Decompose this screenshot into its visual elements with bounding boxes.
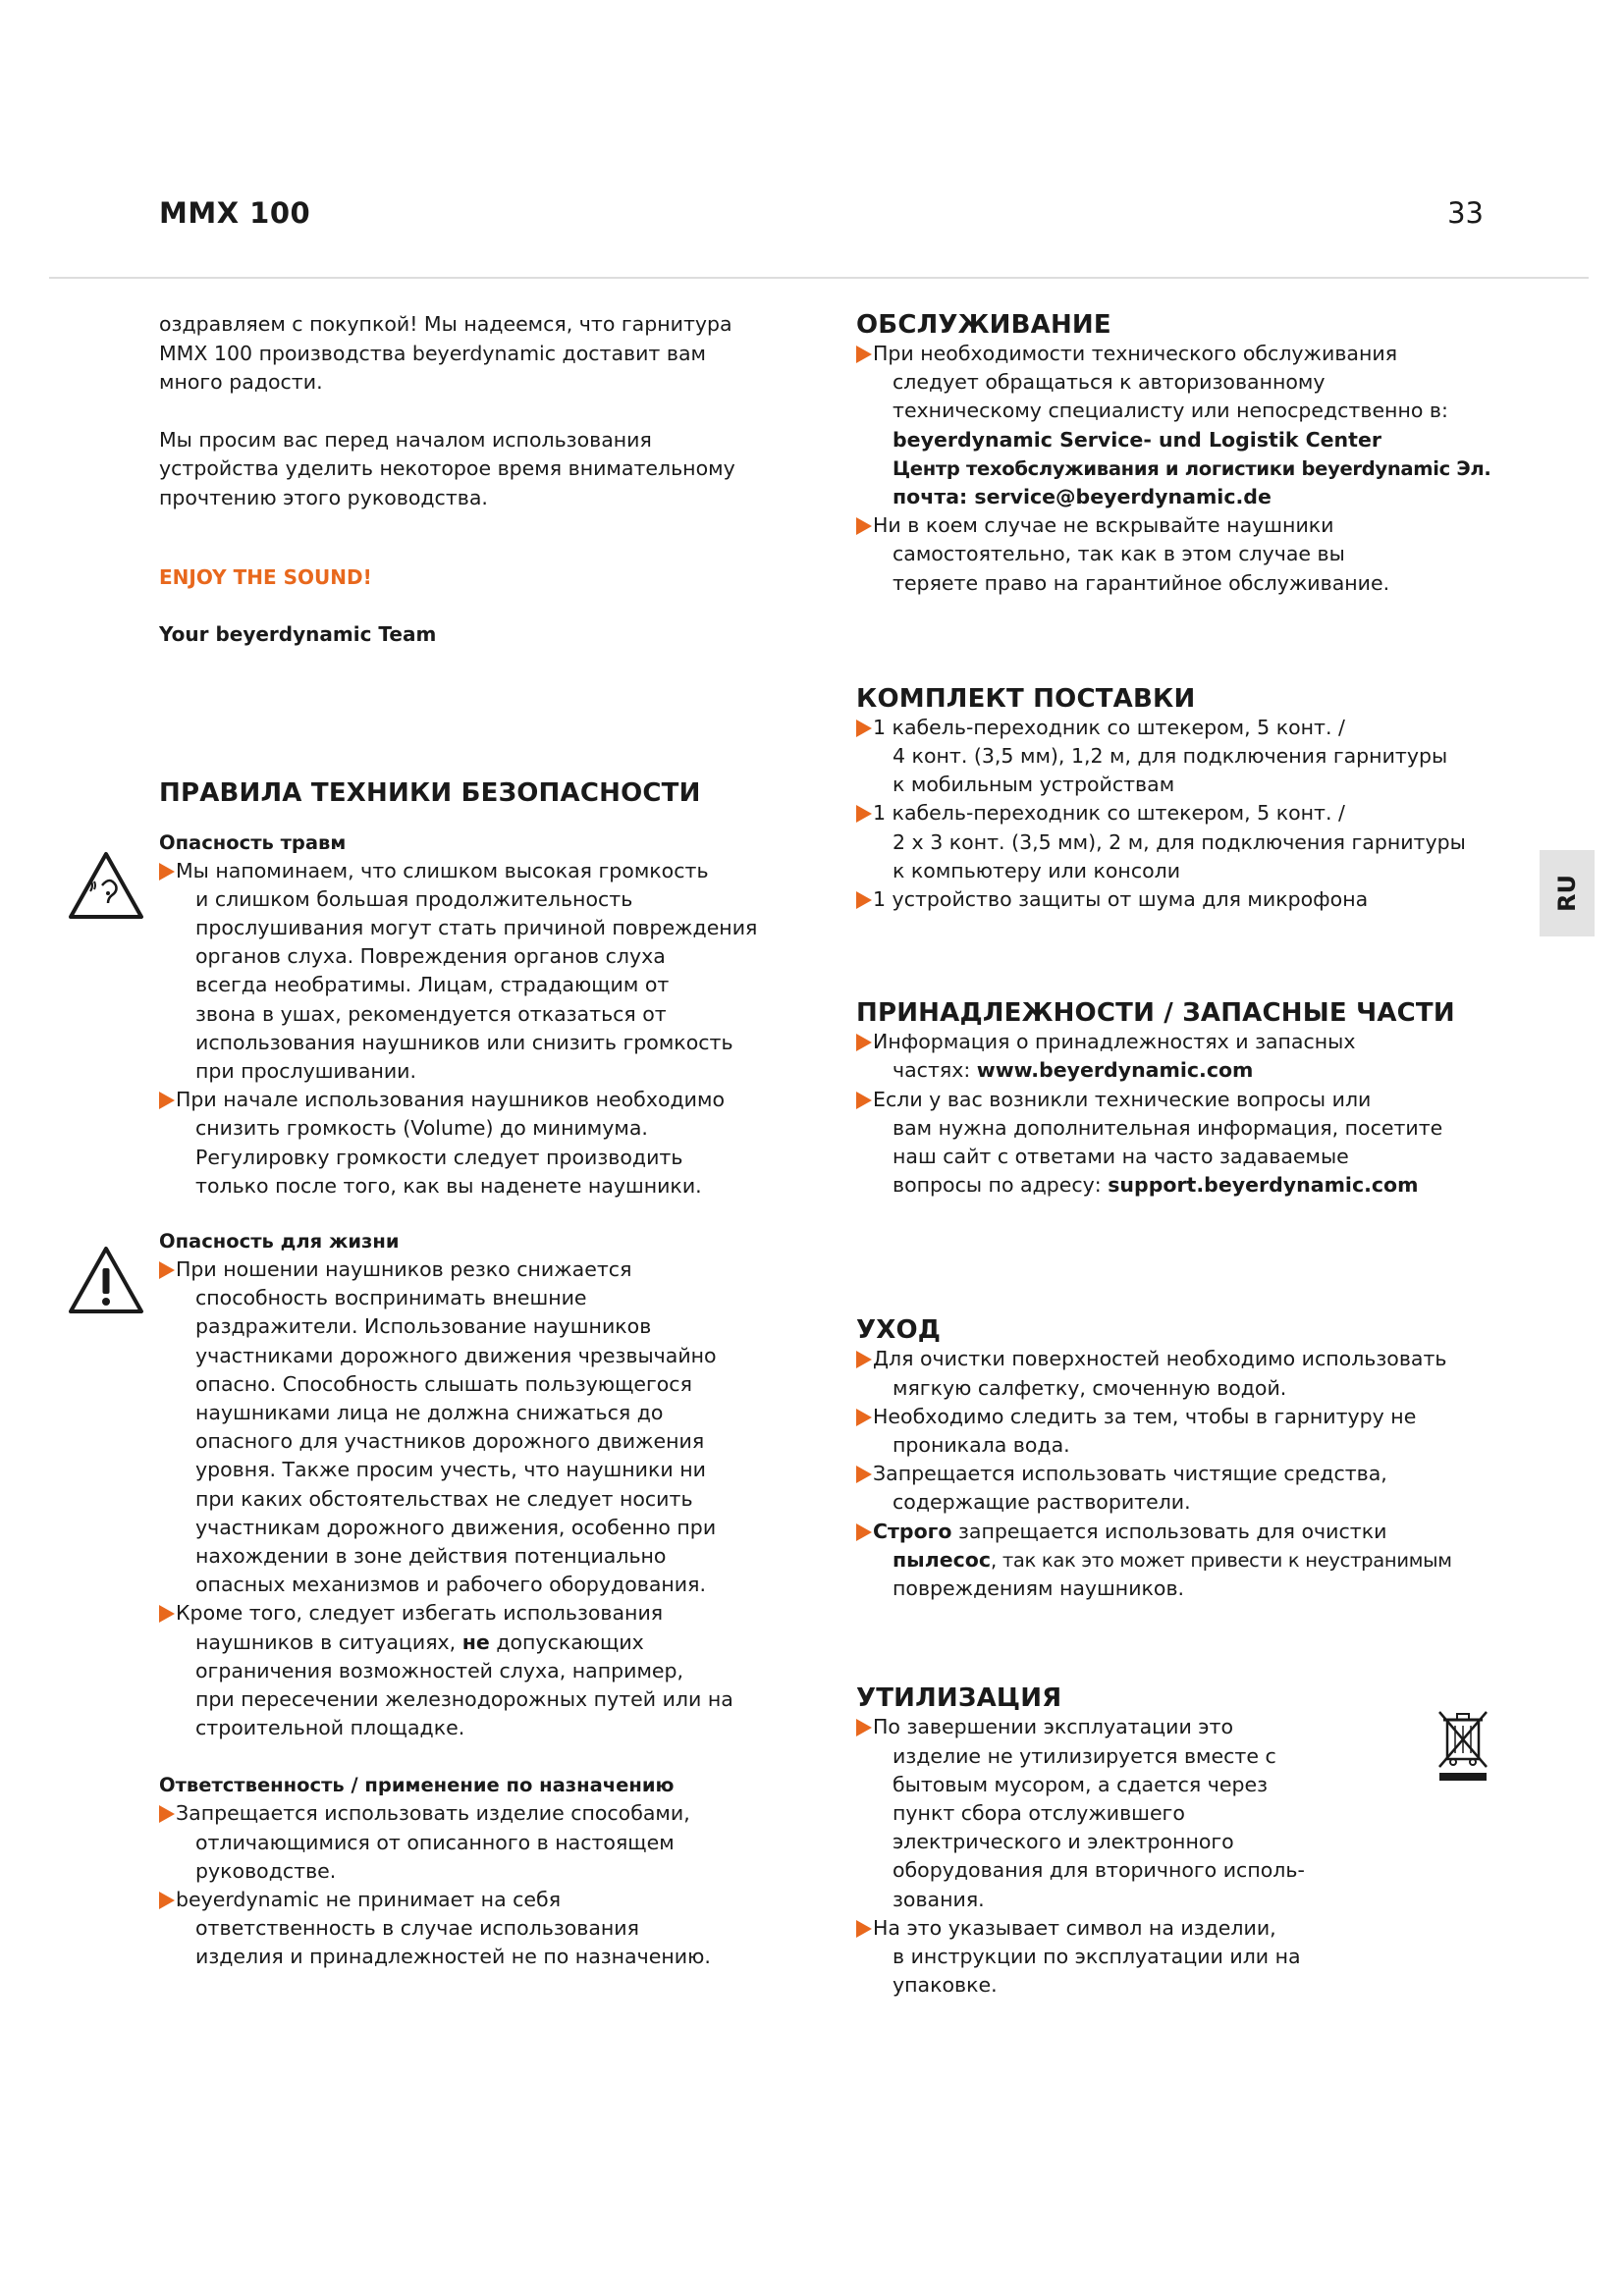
text-line: зования. — [893, 1887, 985, 1911]
bullet-arrow-icon — [856, 1466, 872, 1483]
disposal-bullet-2 — [856, 1914, 1504, 2001]
care-title: УХОД — [856, 1315, 942, 1346]
bullet-arrow-icon — [856, 1719, 872, 1736]
text-line: повреждениям наушников. — [893, 1576, 1185, 1601]
text-line: 1 кабель-переходник со штекером, 5 конт. / — [873, 801, 1345, 826]
bullet-arrow-icon — [856, 1034, 872, 1051]
text-line: всегда необратимы. Лицам, страдающим от — [195, 973, 670, 997]
website-link[interactable]: www.beyerdynamic.com — [976, 1058, 1254, 1083]
text-line: использования наушников или снизить громкость — [195, 1030, 733, 1054]
text-line: 1 кабель-переходник со штекером, 5 конт. / — [873, 715, 1345, 739]
page-number: 33 — [1447, 196, 1484, 230]
service-center-name-ru: Центр техобслуживания и логистики beyerdynamic Эл. — [893, 456, 1491, 480]
service-bullet-2 — [856, 511, 1504, 598]
care-bullet-4 — [856, 1518, 1504, 1604]
text-line: участниками дорожного движения чрезвычайно — [195, 1343, 717, 1367]
text-fragment: вопросы по адресу: — [893, 1173, 1109, 1198]
injury-bullet-1 — [159, 857, 797, 1087]
bullet-arrow-icon — [856, 720, 872, 737]
bullet-arrow-icon — [856, 805, 872, 823]
bullet-arrow-icon — [856, 1351, 872, 1368]
team-signature: Your beyerdynamic Team — [159, 622, 437, 646]
text-line — [195, 1629, 797, 1657]
text-line — [873, 1518, 1504, 1546]
care-bullet-2 — [856, 1403, 1504, 1460]
accessories-title: ПРИНАДЛЕЖНОСТИ / ЗАПАСНЫЕ ЧАСТИ — [856, 998, 1455, 1029]
text-line: бытовым мусором, а сдается через — [893, 1772, 1269, 1796]
text-fragment: частях: — [893, 1058, 977, 1083]
text-line: снизить громкость (Volume) до минимума. — [195, 1116, 648, 1141]
delivery-bullet-1 — [856, 714, 1504, 800]
text-line: при пересечении железнодорожных путей или на — [195, 1686, 733, 1711]
text-line: к компьютеру или консоли — [893, 858, 1181, 882]
hearing-warning-icon — [67, 850, 145, 921]
text-line: Для очистки поверхностей необходимо использовать — [873, 1347, 1447, 1371]
text-line: оборудования для вторичного исполь- — [893, 1858, 1305, 1883]
injury-bullet-2 — [159, 1086, 797, 1201]
bold-text: Строго — [873, 1519, 952, 1543]
text-line: в инструкции по эксплуатации или на — [893, 1944, 1301, 1968]
text-line — [893, 1546, 1504, 1575]
text-line: Запрещается использовать чистящие средства, — [873, 1462, 1387, 1486]
text-line: По завершении эксплуатации это — [873, 1715, 1234, 1739]
text-line: органов слуха. Повреждения органов слуха — [195, 944, 666, 969]
language-tab-label: RU — [1553, 875, 1581, 912]
text-line: отличающимися от описанного в настоящем — [195, 1830, 675, 1854]
liability-bullet-2 — [159, 1886, 797, 1972]
text-line: 4 конт. (3,5 мм), 1,2 м, для подключения гарнитуры — [893, 744, 1448, 769]
bullet-arrow-icon — [159, 1605, 175, 1623]
text-line: Необходимо следить за тем, чтобы в гарнитуру не — [873, 1404, 1417, 1428]
text-line: При ношении наушников резко снижается — [176, 1256, 632, 1281]
text-line: уровня. Также просим учесть, что наушники ни — [195, 1458, 706, 1482]
text-line: следует обращаться к авторизованному — [893, 370, 1326, 395]
text-line: MMX 100 производства beyerdynamic доставит вам — [159, 341, 706, 365]
bullet-arrow-icon — [856, 1409, 872, 1426]
text-line: проникала вода. — [893, 1433, 1070, 1458]
service-title: ОБСЛУЖИВАНИЕ — [856, 310, 1111, 340]
enjoy-slogan: ENJOY THE SOUND! — [159, 565, 372, 589]
text-line: к мобильным устройствам — [893, 773, 1175, 797]
text-line: 1 устройство защиты от шума для микрофона — [873, 887, 1369, 912]
intro-paragraph-2 — [159, 426, 797, 513]
bullet-arrow-icon — [159, 1261, 175, 1279]
text-line: 2 x 3 конт. (3,5 мм), 2 м, для подключения гарнитуры — [893, 829, 1466, 854]
intro-paragraph-1 — [159, 310, 797, 398]
text-line: много радости. — [159, 370, 323, 394]
text-line — [893, 1056, 1504, 1085]
text-line: ограничения возможностей слуха, например, — [195, 1658, 684, 1682]
text-line: упаковке. — [893, 1973, 998, 1998]
text-line: при каких обстоятельствах не следует носить — [195, 1486, 693, 1511]
bullet-arrow-icon — [856, 891, 872, 909]
text-line: оздравляем с покупкой! Мы надеемся, что гарнитура — [159, 312, 732, 336]
text-line: нахождении в зоне действия потенциально — [195, 1543, 667, 1568]
bullet-arrow-icon — [856, 1920, 872, 1938]
text-line: раздражители. Использование наушников — [195, 1314, 652, 1339]
text-line: электрического и электронного — [893, 1830, 1234, 1854]
text-line: теряете право на гарантийное обслуживание. — [893, 570, 1390, 595]
liability-heading: Ответственность / применение по назначению — [159, 1774, 675, 1797]
text-line: При начале использования наушников необходимо — [176, 1088, 726, 1112]
bold-text: пылесос — [893, 1547, 992, 1572]
document-title: MMX 100 — [159, 196, 311, 230]
text-line: изделия и принадлежностей не по назначению. — [195, 1945, 711, 1969]
text-line: Запрещается использовать изделие способами, — [176, 1801, 690, 1826]
text-line: На это указывает символ на изделии, — [873, 1915, 1276, 1940]
language-tab — [1540, 850, 1595, 936]
delivery-bullet-2 — [856, 799, 1504, 885]
text-line: Кроме того, следует избегать использования — [176, 1601, 664, 1626]
right-column — [856, 310, 1504, 2000]
text-line: Мы просим вас перед началом использования — [159, 427, 652, 452]
support-link[interactable]: support.beyerdynamic.com — [1108, 1173, 1419, 1198]
text-line: изделие не утилизируется вместе с — [893, 1743, 1276, 1768]
safety-title: ПРАВИЛА ТЕХНИКИ БЕЗОПАСНОСТИ — [159, 777, 701, 808]
text-fragment: допускающих — [489, 1629, 644, 1654]
bullet-arrow-icon — [159, 1092, 175, 1109]
text-line: пункт сбора отслужившего — [893, 1800, 1185, 1825]
text-line: вам нужна дополнительная информация, посетите — [893, 1115, 1443, 1140]
liability-bullet-1 — [159, 1799, 797, 1886]
text-line: только после того, как вы наденете наушники. — [195, 1173, 702, 1198]
text-line: способность воспринимать внешние — [195, 1286, 587, 1310]
text-line: самостоятельно, так как в этом случае вы — [893, 542, 1345, 566]
text-line: прослушивания могут стать причиной повреждения — [195, 915, 758, 939]
text-line: наушниками лица не должна снижаться до — [195, 1400, 664, 1424]
bullet-arrow-icon — [159, 1892, 175, 1909]
text-line: содержащие растворители. — [893, 1490, 1191, 1515]
bullet-arrow-icon — [159, 863, 175, 881]
care-bullet-3 — [856, 1460, 1504, 1517]
text-fragment: наушников в ситуациях, — [195, 1629, 462, 1654]
text-line: устройства уделить некоторое время внимательному — [159, 456, 735, 480]
text-fragment: , так как это может привести к неустранимым — [991, 1548, 1452, 1572]
danger-warning-icon — [67, 1245, 145, 1315]
bullet-arrow-icon — [856, 1092, 872, 1109]
text-line: При необходимости технического обслуживания — [873, 342, 1398, 365]
bullet-arrow-icon — [856, 346, 872, 363]
injury-heading: Опасность травм — [159, 830, 347, 854]
text-line: при прослушивании. — [195, 1058, 417, 1083]
service-bullet-1 — [856, 340, 1504, 511]
header-divider — [49, 277, 1589, 279]
service-center-name: beyerdynamic Service- und Logistik Center — [893, 427, 1381, 452]
text-fragment: запрещается использовать для очистки — [951, 1519, 1387, 1543]
delivery-title: КОМПЛЕКТ ПОСТАВКИ — [856, 683, 1196, 714]
text-line: строительной площадке. — [195, 1716, 465, 1740]
text-line: мягкую салфетку, смоченную водой. — [893, 1375, 1287, 1400]
text-line: beyerdynamic не принимает на себя — [176, 1888, 562, 1911]
text-line: Если у вас возникли технические вопросы или — [873, 1087, 1372, 1111]
life-bullet-1 — [159, 1255, 797, 1599]
accessories-bullet-2 — [856, 1086, 1504, 1201]
text-line: и слишком большая продолжительность — [195, 886, 633, 911]
text-line: Ни в коем случае не вскрывайте наушники — [873, 513, 1334, 538]
bold-text: не — [461, 1629, 490, 1654]
text-line: звона в ушах, рекомендуется отказаться от — [195, 1001, 667, 1026]
text-line: прочтению этого руководства. — [159, 485, 488, 509]
text-line: участникам дорожного движения, особенно при — [195, 1515, 717, 1539]
text-line — [893, 1171, 1504, 1200]
text-line: наш сайт с ответами на часто задаваемые — [893, 1145, 1349, 1169]
bullet-arrow-icon — [856, 1523, 872, 1541]
text-line: руководстве. — [195, 1858, 337, 1883]
left-column — [159, 310, 797, 1972]
text-line: Мы напоминаем, что слишком высокая громкость — [176, 858, 709, 882]
disposal-bullet-1 — [856, 1713, 1504, 1913]
delivery-bullet-3 — [856, 885, 1504, 914]
text-line: техническому специалисту или непосредственно в: — [893, 399, 1448, 423]
text-line: Регулировку громкости следует производить — [195, 1145, 683, 1169]
weee-crossed-bin-icon — [1434, 1708, 1492, 1783]
bullet-arrow-icon — [856, 517, 872, 535]
life-danger-heading: Опасность для жизни — [159, 1229, 400, 1253]
text-line: опасных механизмов и рабочего оборудования. — [195, 1573, 706, 1597]
text-line: Информация о принадлежностях и запасных — [873, 1030, 1356, 1054]
disposal-title: УТИЛИЗАЦИЯ — [856, 1683, 1062, 1714]
text-line: опасно. Способность слышать пользующегося — [195, 1371, 692, 1396]
service-email[interactable]: почта: service@beyerdynamic.de — [893, 485, 1272, 509]
accessories-bullet-1 — [856, 1028, 1504, 1085]
bullet-arrow-icon — [159, 1805, 175, 1823]
life-bullet-2 — [159, 1599, 797, 1742]
text-line: ответственность в случае использования — [195, 1916, 639, 1941]
text-line: опасного для участников дорожного движения — [195, 1429, 705, 1454]
care-bullet-1 — [856, 1345, 1504, 1402]
